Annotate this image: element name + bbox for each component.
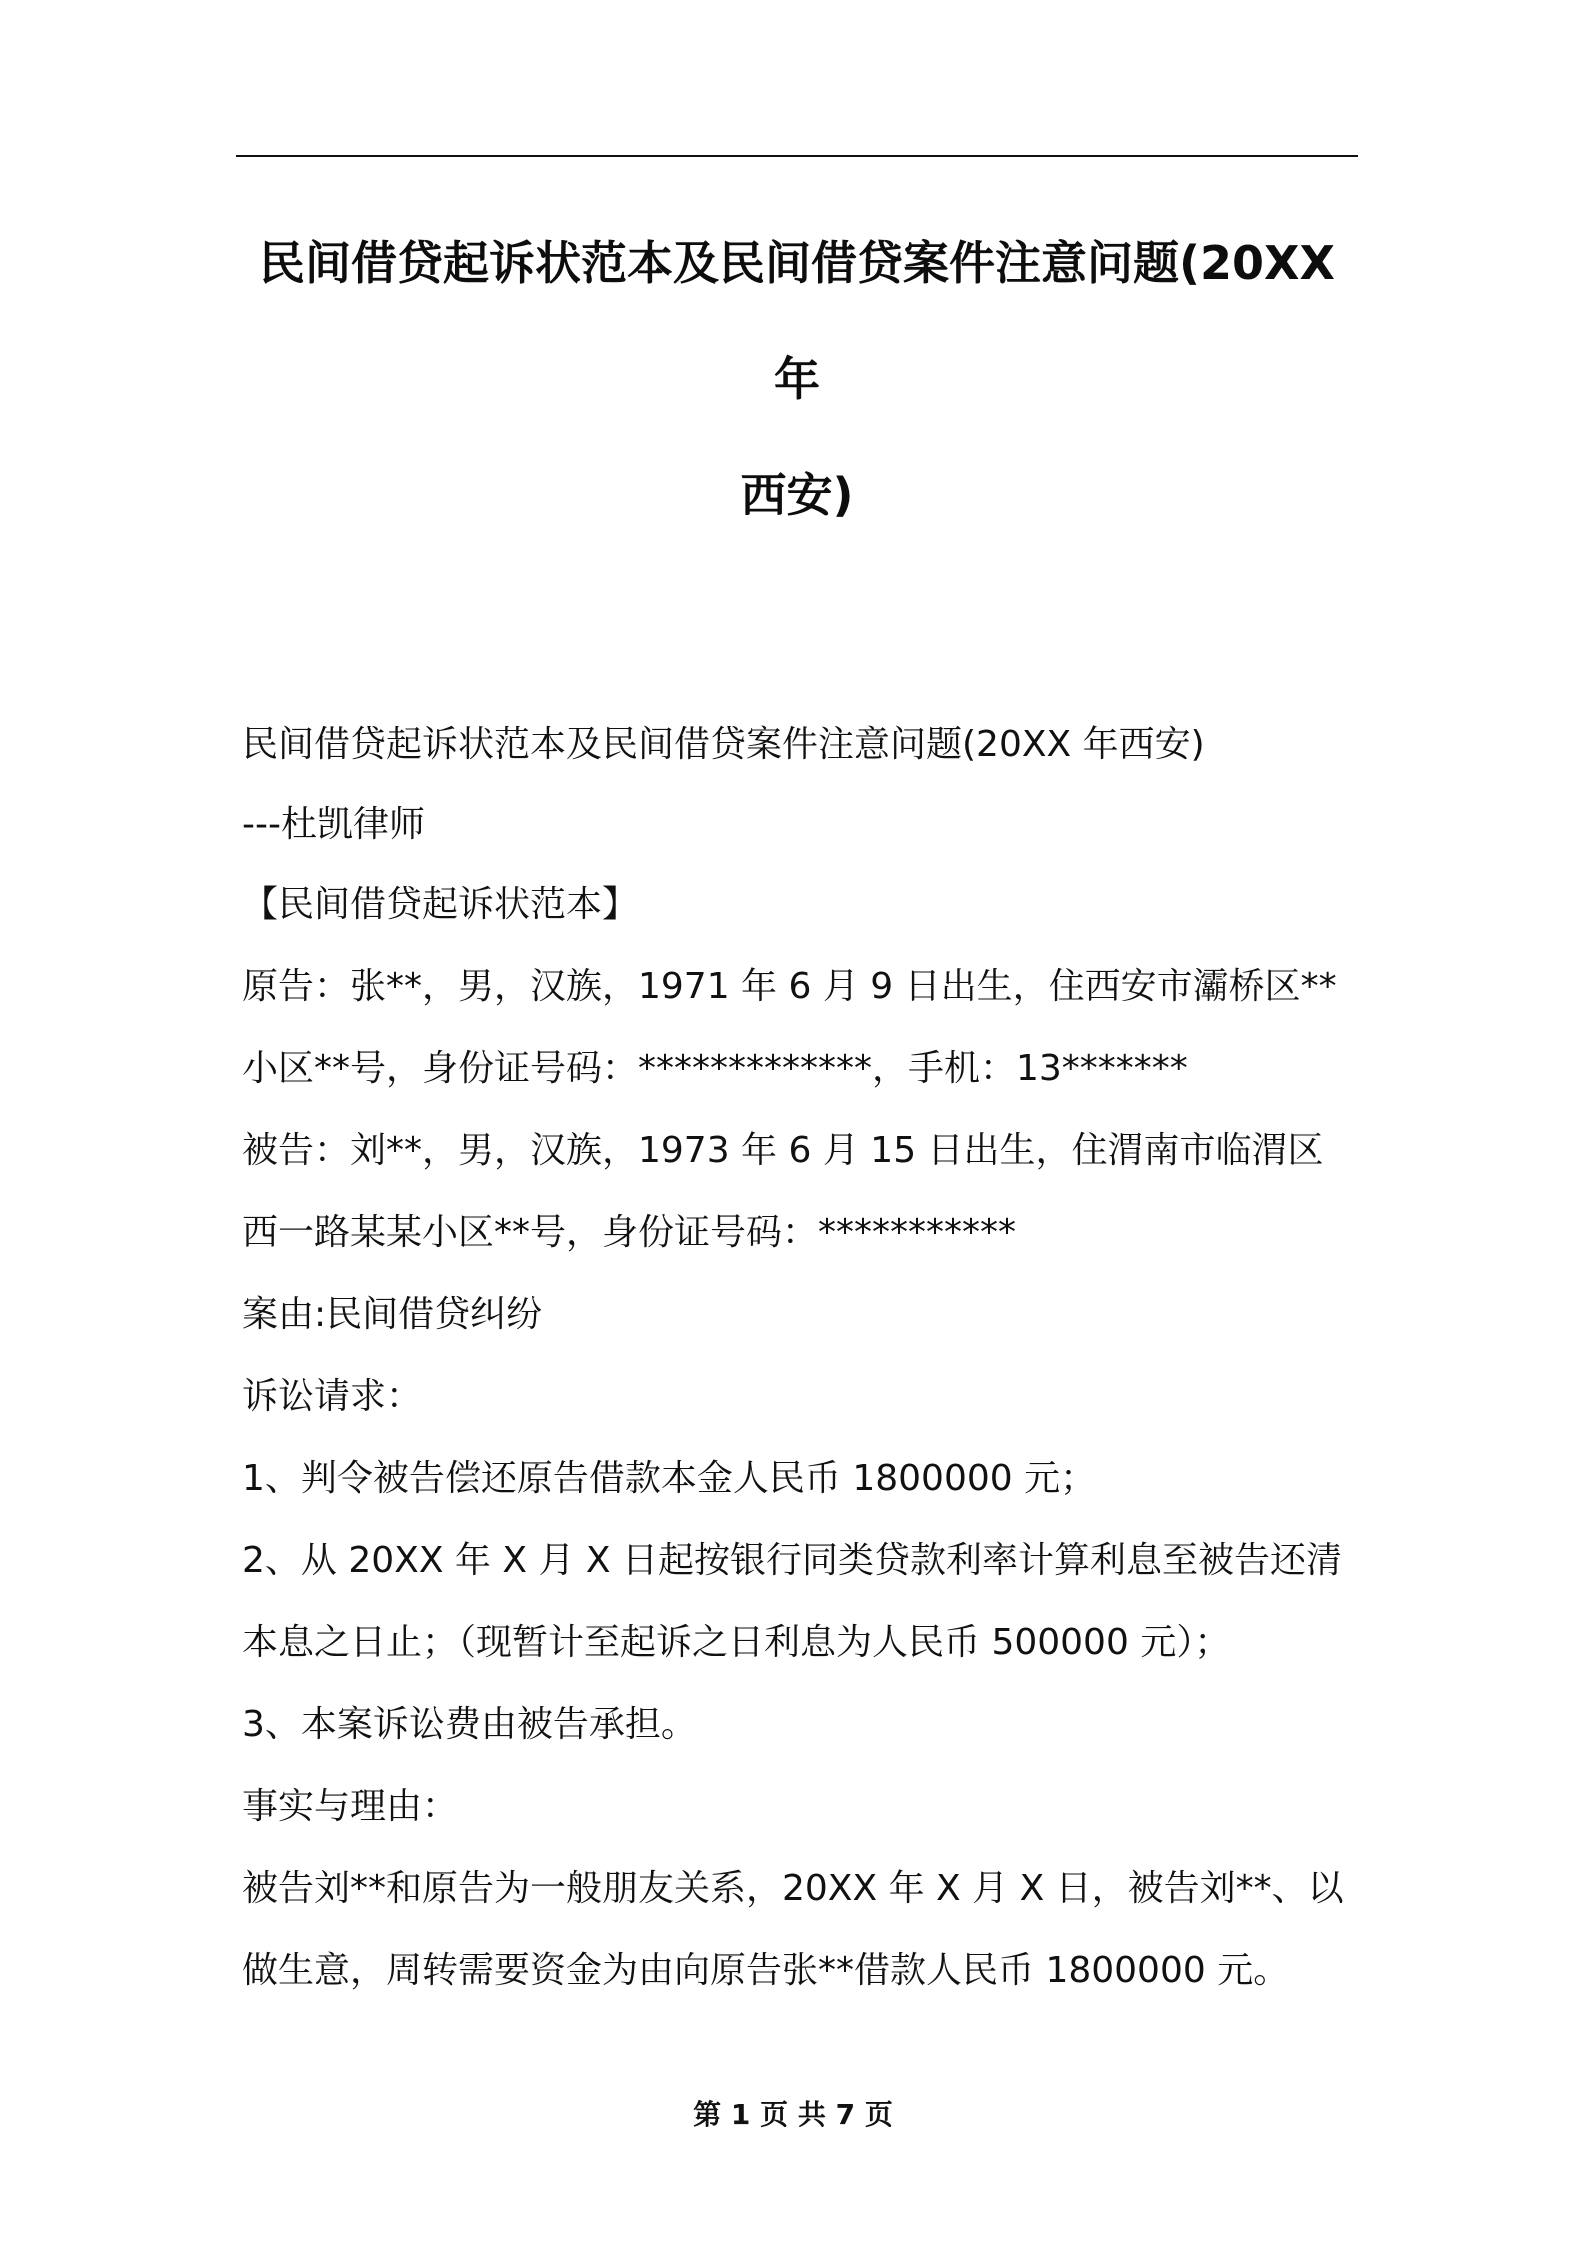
author-line: ---杜凯律师: [242, 804, 425, 845]
claim-1: 1、判令被告偿还原告借款本金人民币 1800000 元；: [242, 1458, 1097, 1499]
document-body: [242, 704, 1362, 2012]
section-heading-complaint: 【民间借贷起诉状范本】: [242, 884, 639, 925]
title-line-1: 民间借贷起诉状范本及民间借贷案件注意问题(20XX 年: [259, 236, 1335, 406]
claim-2-line-1: 2、从 20XX 年 X 月 X 日起按银行同类贷款利率计算利息至被告还清: [242, 1540, 1343, 1581]
claims-heading: 诉讼请求：: [242, 1376, 423, 1417]
title-line-2: 西安): [740, 468, 854, 522]
plaintiff-line-2: 小区**号，身份证号码：*************，手机：13*******: [242, 1048, 1188, 1089]
facts-heading: 事实与理由：: [242, 1786, 459, 1827]
header-rule: [236, 155, 1358, 157]
claim-3: 3、本案诉讼费由被告承担。: [242, 1704, 697, 1745]
document-title: [236, 205, 1358, 553]
defendant-line-1: 被告：刘**，男，汉族，1973 年 6 月 15 日出生，住渭南市临渭区: [242, 1130, 1324, 1171]
page-footer: 第 1 页 共 7 页: [693, 2098, 893, 2131]
defendant-line-2: 西一路某某小区**号，身份证号码：***********: [242, 1212, 1017, 1253]
subtitle: 民间借贷起诉状范本及民间借贷案件注意问题(20XX 年西安): [242, 724, 1205, 765]
facts-line-1: 被告刘**和原告为一般朋友关系，20XX 年 X 月 X 日，被告刘**、以: [242, 1868, 1344, 1909]
facts-line-2: 做生意，周转需要资金为由向原告张**借款人民币 1800000 元。: [242, 1950, 1290, 1991]
cause-of-action: 案由:民间借贷纠纷: [242, 1294, 543, 1335]
claim-2-line-2: 本息之日止；（现暂计至起诉之日利息为人民币 500000 元）；: [242, 1622, 1231, 1663]
plaintiff-line-1: 原告：张**，男，汉族，1971 年 6 月 9 日出生，住西安市灞桥区**: [242, 966, 1337, 1007]
